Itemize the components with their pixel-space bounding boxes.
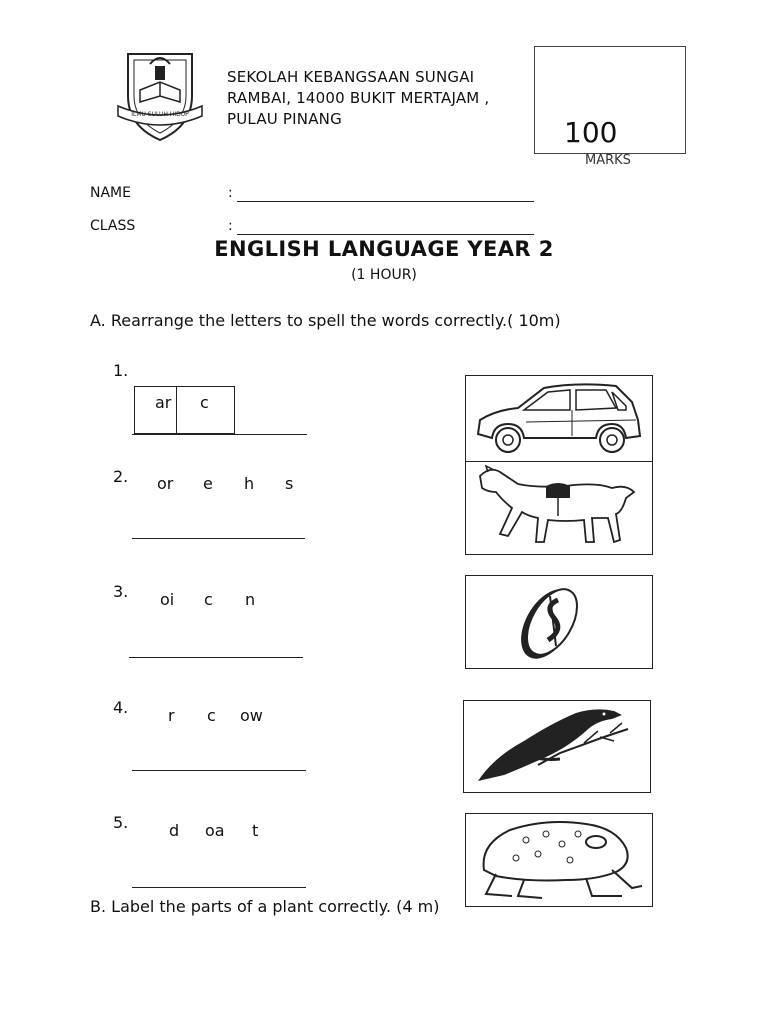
scrambled-letter: s [285,474,294,493]
picture-box-horse [465,461,653,555]
answer-line[interactable] [129,656,303,658]
answer-line[interactable] [132,433,307,435]
question-number: 5. [113,813,129,832]
name-label: NAME [90,185,131,201]
answer-line[interactable] [132,886,306,888]
picture-box-coin [465,575,653,669]
class-label: CLASS [90,218,136,234]
question-number: 3. [113,582,129,601]
scrambled-letter: or [157,474,174,493]
marks-value: 100 [564,116,618,149]
school-name-line-2: RAMBAI, 14000 BUKIT MERTAJAM , [227,89,490,107]
car-icon [466,376,652,461]
name-colon: : [228,185,233,201]
marks-label: MARKS [585,153,631,168]
svg-text:ILMU SULUH HIDUP: ILMU SULUH HIDUP [131,111,189,118]
scrambled-letter: d [169,821,180,840]
question-number: 2. [113,467,129,486]
section-b-instruction: B. Label the parts of a plant correctly. (4 m) [90,897,440,916]
scrambled-letter: oi [160,590,175,609]
coin-icon [466,576,652,668]
page-subtitle: (1 HOUR) [351,267,417,283]
page-title: ENGLISH LANGUAGE YEAR 2 [214,237,554,261]
scrambled-letter: ar [155,393,172,412]
answer-line[interactable] [132,769,306,771]
crow-icon [464,701,650,792]
scrambled-letter: e [203,474,213,493]
class-colon: : [228,218,233,234]
name-field[interactable] [237,200,534,202]
scrambled-letter: oa [205,821,225,840]
picture-box-crow [463,700,651,793]
scrambled-letter: c [204,590,213,609]
section-a-instruction: A. Rearrange the letters to spell the words correctly.( 10m) [90,311,561,330]
school-name-line-1: SEKOLAH KEBANGSAAN SUNGAI [227,68,475,86]
scrambled-letter: c [207,706,216,725]
scrambled-letter: ow [240,706,263,725]
scrambled-letter: c [200,393,209,412]
scrambled-letter: r [168,706,175,725]
scrambled-letter: h [244,474,255,493]
school-name-line-3: PULAU PINANG [227,110,342,128]
picture-box-car [465,375,653,462]
scrambled-letter: n [245,590,256,609]
question-number: 1. [113,361,129,380]
school-crest [110,46,210,146]
toad-icon [466,814,652,906]
scrambled-letter: t [252,821,259,840]
question-number: 4. [113,698,129,717]
picture-box-toad [465,813,653,907]
horse-icon [466,462,652,554]
answer-line[interactable] [132,537,305,539]
class-field[interactable] [237,233,534,235]
